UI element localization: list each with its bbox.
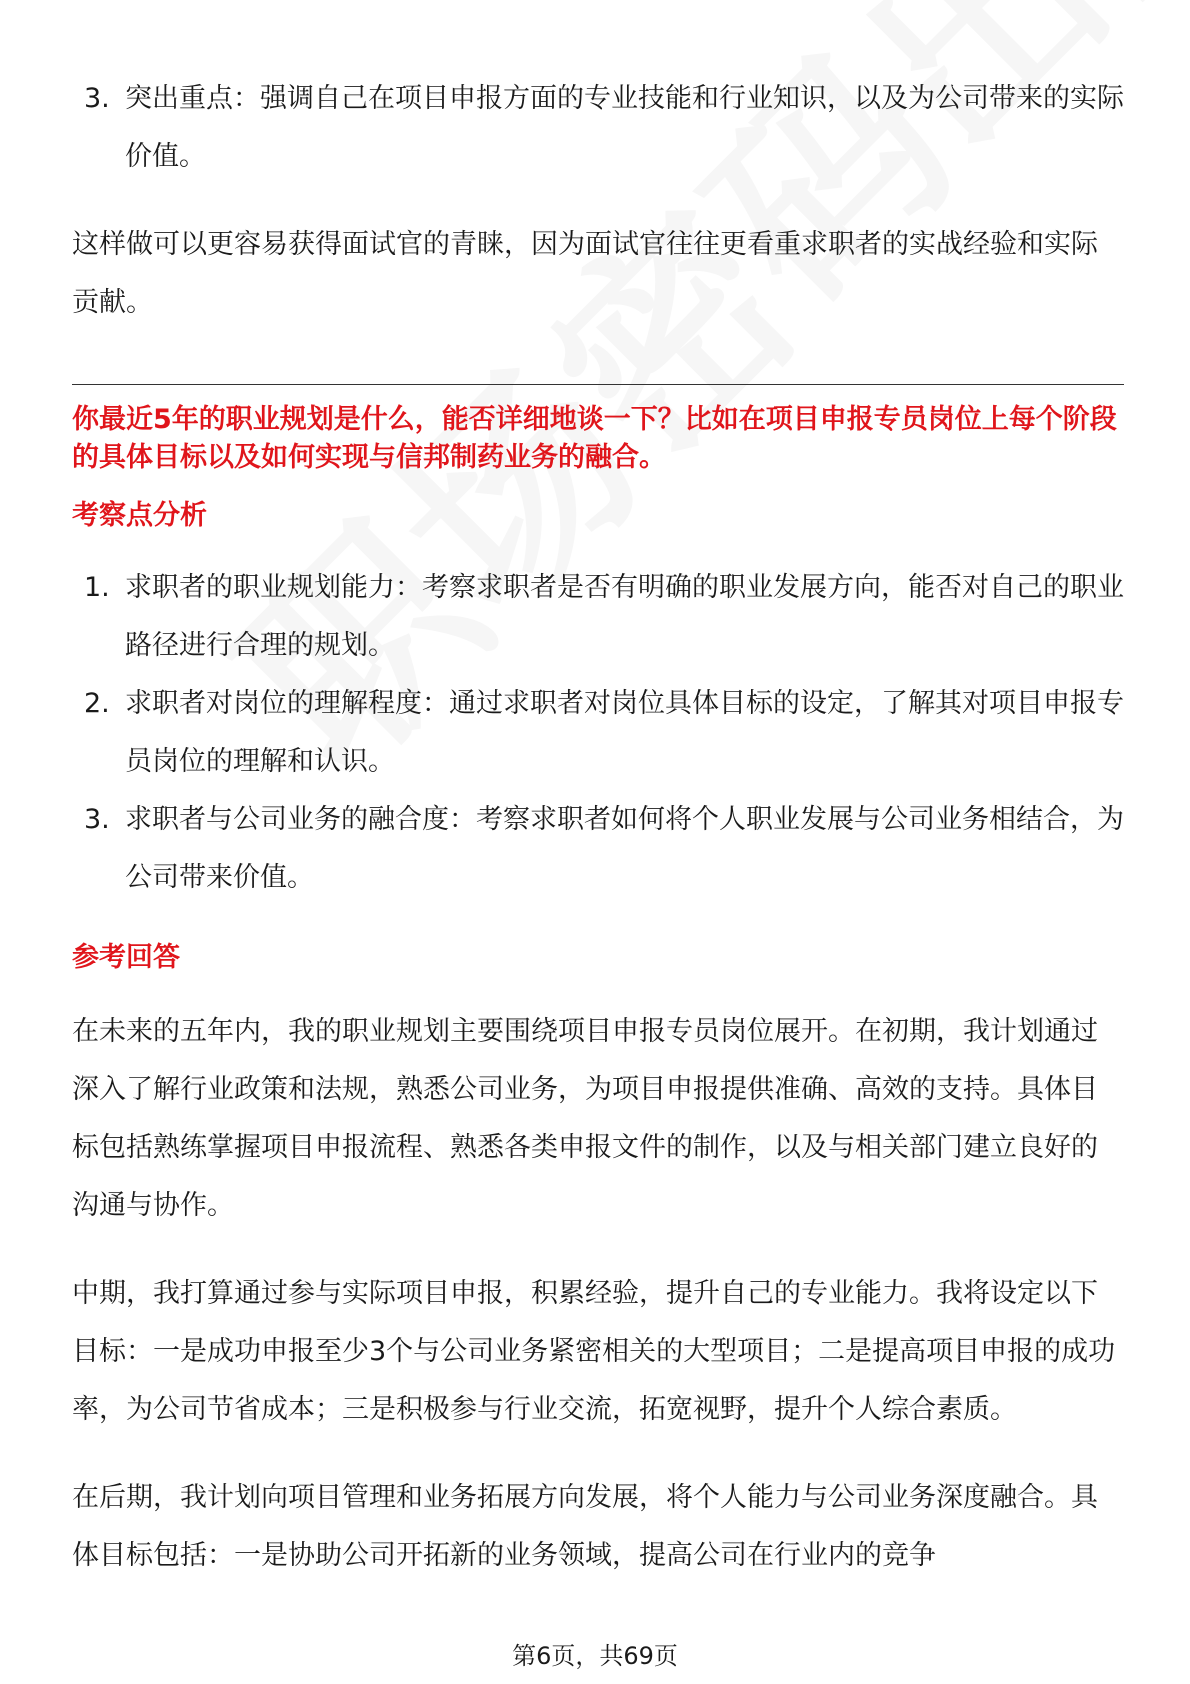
- section-divider: [72, 384, 1124, 385]
- list-item-text: 求职者对岗位的理解程度：通过求职者对岗位具体目标的设定，了解其对项目申报专员岗位的理解和认识。: [125, 688, 1124, 777]
- document-page: [72, 70, 1124, 1585]
- intro-list-item: [72, 70, 1124, 186]
- analysis-heading: 考察点分析: [72, 500, 207, 531]
- answer-paragraph: 在未来的五年内，我的职业规划主要围绕项目申报专员岗位展开。在初期，我计划通过深入了解行业政策和法规，熟悉公司业务，为项目申报提供准确、高效的支持。具体目标包括熟练掌握项目申报流程、熟悉各类申报文件的制作，以及与相关部门建立良好的沟通与协作。: [72, 1016, 1098, 1221]
- analysis-list-item: [72, 791, 1124, 907]
- analysis-list-item: [72, 559, 1124, 675]
- list-number: 3.: [84, 83, 110, 114]
- list-number: 3.: [84, 804, 110, 835]
- list-number: 1.: [84, 572, 110, 603]
- page-footer: 第6页，共69页: [512, 1642, 678, 1670]
- list-number: 2.: [84, 688, 110, 719]
- analysis-list: [72, 559, 1124, 907]
- list-item-text: 求职者的职业规划能力：考察求职者是否有明确的职业发展方向，能否对自己的职业路径进行合理的规划。: [125, 572, 1124, 661]
- interview-question: 你最近5年的职业规划是什么，能否详细地谈一下？比如在项目申报专员岗位上每个阶段的具体目标以及如何实现与信邦制药业务的融合。: [72, 404, 1117, 473]
- list-item-text: 求职者与公司业务的融合度：考察求职者如何将个人职业发展与公司业务相结合，为公司带来价值。: [125, 804, 1124, 893]
- answer-paragraph: 中期，我打算通过参与实际项目申报，积累经验，提升自己的专业能力。我将设定以下目标：一是成功申报至少3个与公司业务紧密相关的大型项目；二是提高项目申报的成功率，为公司节省成本；三是积极参与行业交流，拓宽视野，提升个人综合素质。: [72, 1278, 1116, 1425]
- intro-paragraph: 这样做可以更容易获得面试官的青睐，因为面试官往往更看重求职者的实战经验和实际贡献。: [72, 229, 1098, 318]
- list-item-text: 突出重点：强调自己在项目申报方面的专业技能和行业知识，以及为公司带来的实际价值。: [125, 83, 1124, 172]
- answer-paragraph: 在后期，我计划向项目管理和业务拓展方向发展，将个人能力与公司业务深度融合。具体目标包括：一是协助公司开拓新的业务领域，提高公司在行业内的竞争: [72, 1482, 1098, 1571]
- analysis-list-item: [72, 675, 1124, 791]
- answer-heading: 参考回答: [72, 942, 180, 973]
